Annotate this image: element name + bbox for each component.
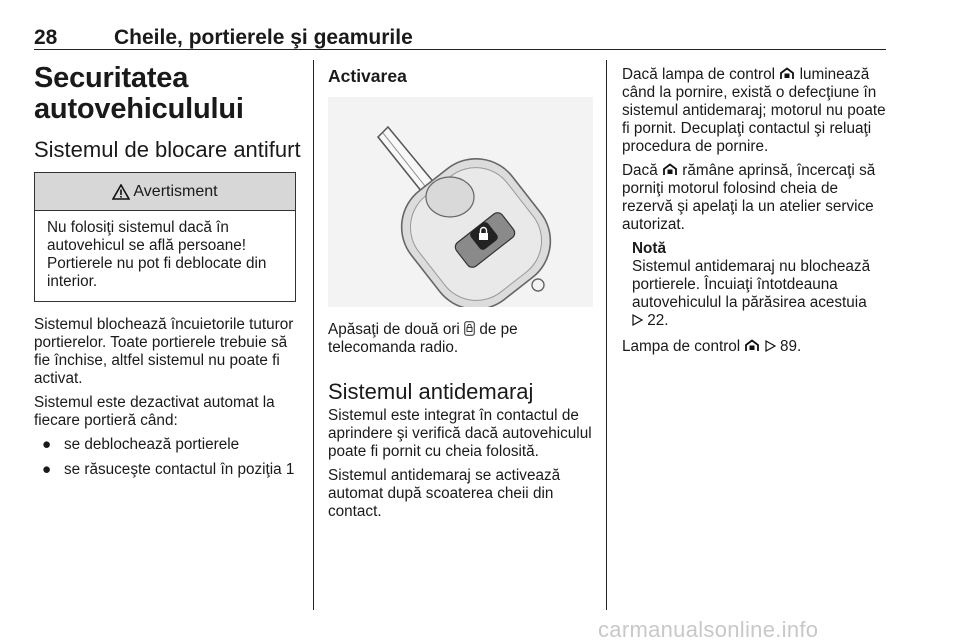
column-3: [622, 60, 888, 362]
immobiliser-lamp-icon: [662, 163, 678, 176]
list-item: [34, 436, 296, 454]
list-item-text: se deblochează portierele: [64, 436, 240, 453]
warning-box: [34, 172, 296, 302]
lock-icon: [464, 321, 475, 336]
section-title: Securitatea autovehiculului: [34, 62, 244, 125]
page-reference-arrow-icon: [765, 340, 776, 352]
subsection-title: Sistemul de blocare antifurt: [34, 137, 301, 162]
chapter-title: Cheile, portierele şi geamurile: [114, 26, 413, 49]
note-text: Sistemul antidemaraj nu blochează portierele. Încuiaţi întotdeauna autovehiculul la părăsirea acestuia 22.: [632, 258, 871, 329]
section-title: Sistemul antidemaraj: [328, 379, 534, 404]
list-item: [34, 461, 296, 479]
warning-title: Avertisment: [133, 182, 218, 200]
watermark: carmanualsonline.info: [598, 617, 819, 642]
column-divider-1: [313, 60, 314, 610]
paragraph: Dacă rămâne aprinsă, încercaţi să porniţi motorul folosind cheia de rezervă şi apelaţi la un atelier service autorizat.: [622, 162, 876, 233]
key-fob-image: [328, 97, 593, 307]
page-number: 28: [34, 26, 58, 49]
warning-header: [35, 173, 295, 211]
paragraph: Lampa de control 89.: [622, 338, 802, 355]
page-header: [34, 26, 886, 50]
bullet-list: [34, 436, 296, 479]
warning-text: Nu folosiţi sistemul dacă în autovehicul se află persoane! Portierele nu pot fi deblocate din interior.: [47, 219, 267, 290]
paragraph: Sistemul este integrat în contactul de aprindere şi verifică dacă autovehiculul poate fi pornit cu cheia folosită.: [328, 407, 592, 460]
paragraph: Sistemul antidemaraj se activează automat după scoaterea cheii din contact.: [328, 467, 561, 520]
column-1: [34, 60, 301, 486]
header-divider: [34, 49, 886, 50]
warning-triangle-icon: [112, 184, 130, 200]
note-title: Notă: [632, 240, 666, 257]
paragraph: Sistemul blochează încuietorile tuturor portierelor. Toate portierele trebuie să fie închise, altfel sistemul nu poate fi activat.: [34, 316, 294, 387]
immobiliser-lamp-icon: [744, 339, 760, 352]
paragraph: Dacă lampa de control luminează când la pornire, există o defecţiune în sistemul antidemaraj; motorul nu poate fi pornit. Decuplaţi contactul şi reluaţi procedura de pornire.: [622, 66, 886, 155]
column-2: [328, 60, 593, 527]
column-divider-2: [606, 60, 607, 610]
page-reference[interactable]: 22.: [647, 312, 669, 329]
bullet-icon: ●: [42, 461, 52, 478]
caption-text: de pe telecomanda radio.: [328, 321, 518, 356]
page-reference[interactable]: 89.: [779, 338, 802, 355]
page-reference-arrow-icon: [632, 314, 643, 326]
bullet-icon: ●: [42, 436, 52, 453]
key-fob-illustration: [328, 97, 593, 307]
immobiliser-lamp-icon: [779, 67, 795, 80]
caption-text: Apăsaţi de două ori: [328, 321, 460, 338]
list-item-text: se răsuceşte contactul în poziţia 1: [64, 461, 295, 478]
subsection-title: Activarea: [328, 66, 407, 86]
paragraph: Sistemul este dezactivat automat la fiecare portieră când:: [34, 394, 275, 429]
note-box: [622, 240, 888, 330]
